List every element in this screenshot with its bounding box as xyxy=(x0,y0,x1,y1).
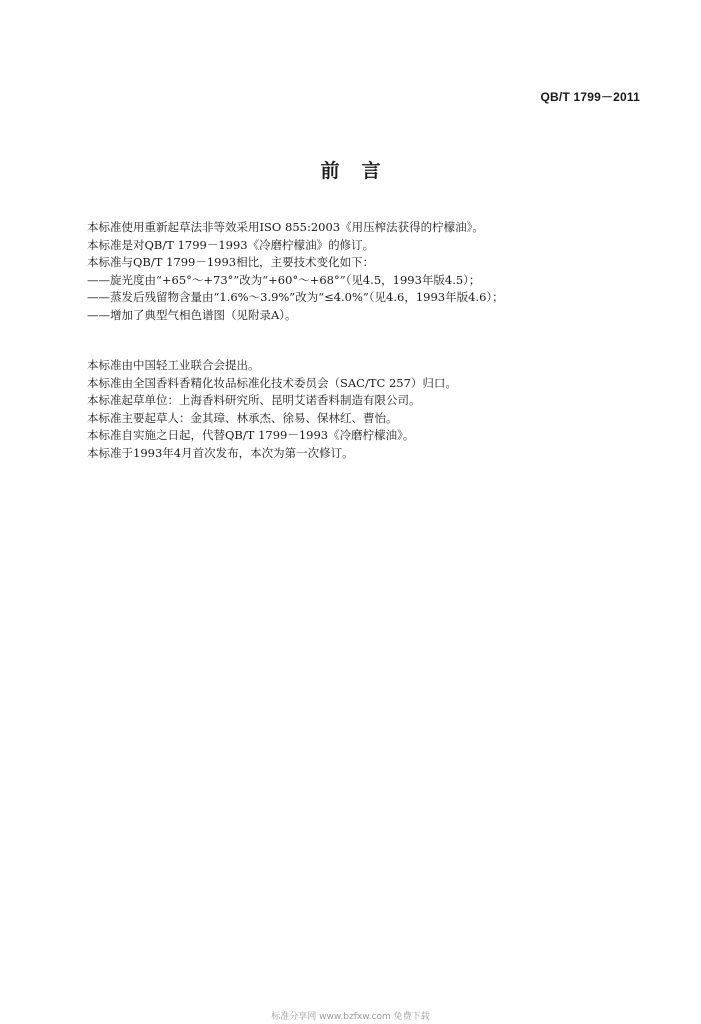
foreword-line: 本标准主要起草人：金其璋、林承杰、徐易、保林红、曹怡。 xyxy=(87,410,398,425)
standard-code: QB/T 1799－2011 xyxy=(540,90,640,104)
foreword-line: 本标准是对QB/T 1799－1993《冷磨柠檬油》的修订。 xyxy=(87,237,375,252)
foreword-line: 本标准由中国轻工业联合会提出。 xyxy=(87,358,260,372)
change-item: ——旋光度由“+65°～+73°”改为“+60°～+68°”（见4.5，1993年版4.5）； xyxy=(87,272,481,287)
foreword-line: 本标准自实施之日起，代替QB/T 1799－1993《冷磨柠檬油》。 xyxy=(87,428,415,443)
foreword-line: 本标准于1993年4月首次发布，本次为第一次修订。 xyxy=(87,445,354,460)
foreword-paragraph-2 xyxy=(87,357,667,463)
foreword-line: 本标准使用重新起草法非等效采用ISO 855:2003《用压榨法获得的柠檬油》。 xyxy=(87,220,484,234)
footer-watermark: 标准分享网 www.bzfxw.com 免费下载 xyxy=(271,1012,430,1022)
foreword-line: 本标准与QB/T 1799－1993相比，主要技术变化如下： xyxy=(87,255,375,270)
foreword-line: 本标准由全国香料香精化妆品标准化技术委员会（SAC/TC 257）归口。 xyxy=(87,375,457,390)
change-item: ——蒸发后残留物含量由“1.6%～3.9%”改为“≤4.0%”（见4.6，1993年版4.6）； xyxy=(87,290,504,305)
change-item: ——增加了典型气相色谱图（见附录A）。 xyxy=(87,307,297,322)
foreword-paragraph-1 xyxy=(87,219,667,325)
page-title: 前言 xyxy=(320,160,403,182)
foreword-line: 本标准起草单位：上海香料研究所、昆明艾诺香料制造有限公司。 xyxy=(87,393,421,408)
